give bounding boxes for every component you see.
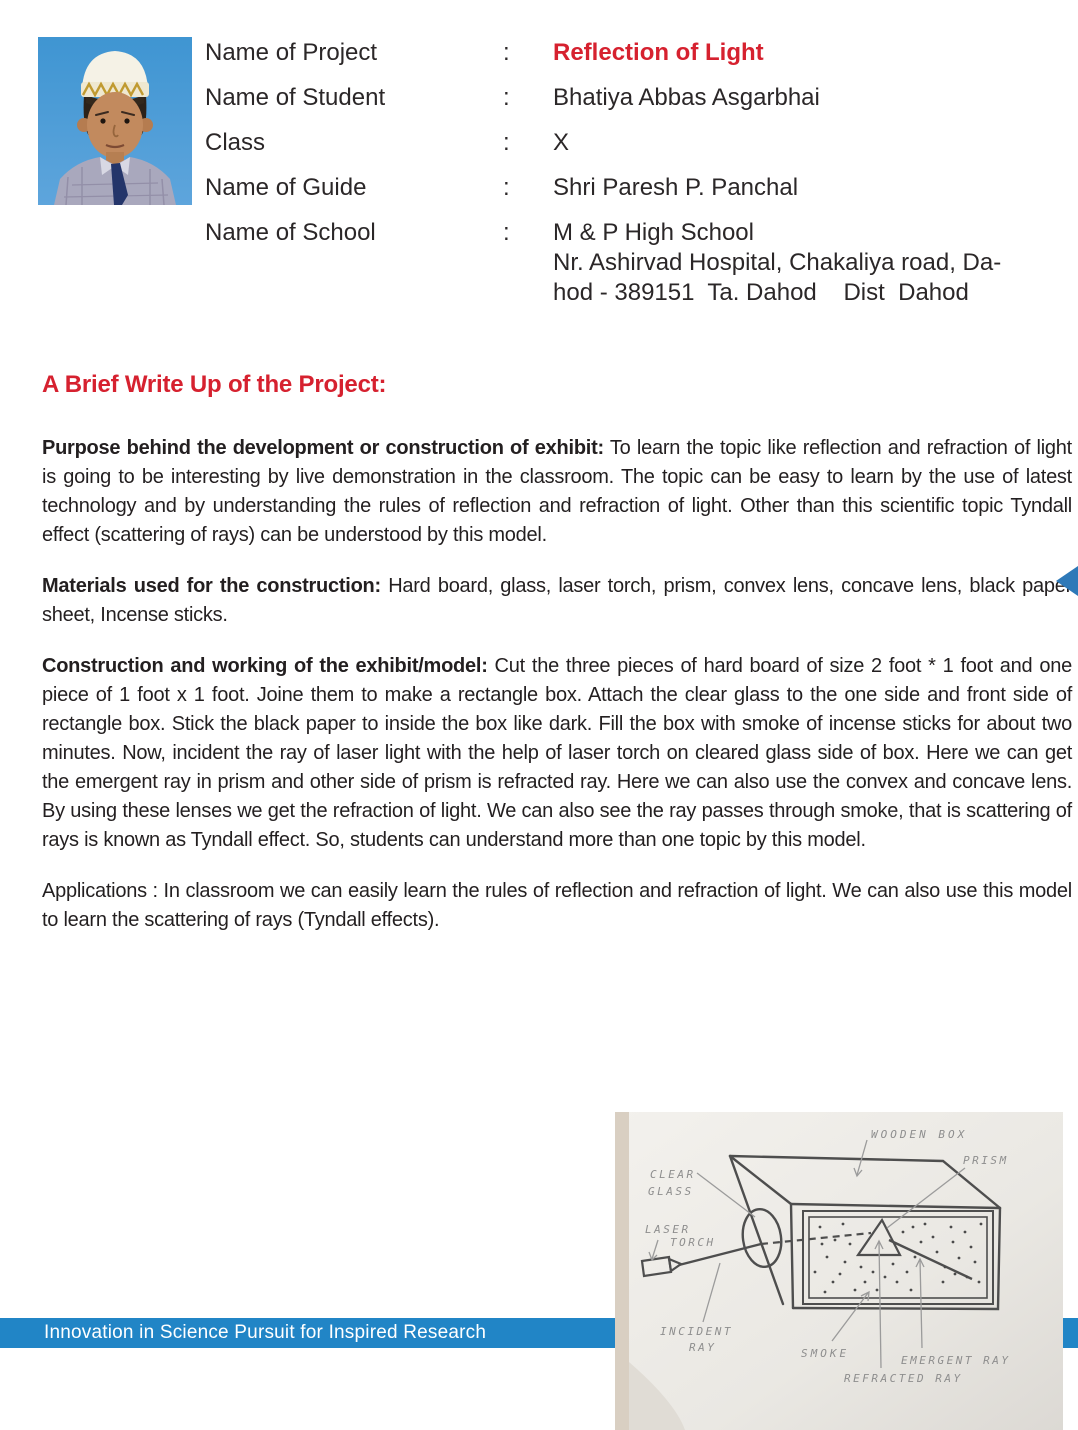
info-colon: : (503, 84, 510, 111)
info-label: Name of School (205, 219, 376, 246)
school-address-line: hod - 389151 Ta. Dahod Dist Dahod (553, 279, 969, 306)
info-colon: : (503, 39, 510, 66)
exhibit-diagram-photo (615, 1112, 1063, 1430)
student-portrait-image (38, 37, 192, 205)
paragraph-body: Cut the three pieces of hard board of size 2 foot * 1 foot and one piece of 1 foot x 1 foot. Joine them to make a rectangle box. Attach the clear glass to the one side and front side of rectangle box. Stick the black paper to inside the box like dark. Fill the box with smoke of incense sticks for about two minutes. Now, incident the ray of laser light with the help of laser torch on cleared glass side of box. Here we can get the emergent ray in prism and other side of prism is refracted ray. Here we can also use the convex and concave lens. By using these lenses we get the refraction of light. We can also see the ray passes through smoke, that is scattering of rays is known as Tyndall effect. So, students can understand more than one topic by this model. (42, 655, 1072, 851)
info-colon: : (503, 219, 510, 246)
label-clear-glass: GLASS (648, 1185, 694, 1198)
label-clear-glass: CLEAR (650, 1168, 696, 1181)
label-laser-torch: TORCH (670, 1236, 716, 1249)
page-edge-arrow-icon (1056, 566, 1078, 596)
label-incident-ray: RAY (689, 1341, 717, 1354)
paragraph-lead: Purpose behind the development or construction of exhibit: (42, 437, 604, 459)
student-photo (38, 37, 192, 205)
paragraph-purpose (42, 434, 1072, 550)
info-label: Class (205, 129, 266, 156)
paragraph-lead: Construction and working of the exhibit/model: (42, 655, 488, 677)
paragraph-body: To learn the topic like reflection and refraction of light is going to be interesting by live demonstration in the classroom. The topic can be easy to learn by the use of latest technology and by understanding the rules of reflection and refraction of light. Other than this scientific topic Tyndall effect (scattering of rays) can be understood by this model. (42, 437, 1072, 546)
school-name: M & P High School (553, 219, 754, 246)
label-emergent-ray: EMERGENT RAY (901, 1354, 1011, 1367)
label-smoke: SMOKE (801, 1347, 850, 1360)
paragraph-body: Applications : In classroom we can easily learn the rules of reflection and refraction of light. We can also use this model to learn the scattering of rays (Tyndall effects). (42, 880, 1072, 931)
paragraph-body: Hard board, glass, laser torch, prism, convex lens, concave lens, black paper sheet, Incense sticks. (42, 575, 1072, 626)
school-name-address (553, 210, 1078, 308)
project-info-table (205, 30, 1078, 308)
label-laser-torch: LASER (645, 1223, 691, 1236)
writeup-section (42, 372, 1072, 957)
exhibit-diagram-image (615, 1112, 1063, 1430)
label-incident-ray: INCIDENT (660, 1325, 733, 1338)
paper-edge (615, 1112, 629, 1430)
label-wooden-box: WOODEN BOX (871, 1128, 968, 1141)
info-label: Name of Project (205, 39, 378, 66)
class-value: X (553, 129, 570, 156)
paragraph-lead: Materials used for the construction: (42, 575, 381, 597)
label-prism: PRISM (963, 1154, 1009, 1167)
writeup-heading: A Brief Write Up of the Project: (42, 371, 387, 398)
footer-slogan: Innovation in Science Pursuit for Inspired Research (44, 1322, 487, 1343)
info-colon: : (503, 174, 510, 201)
paragraph-applications (42, 877, 1072, 935)
label-refracted-ray: REFRACTED RAY (844, 1372, 963, 1385)
school-address-line: Nr. Ashirvad Hospital, Chakaliya road, Da- (553, 249, 1002, 276)
guide-name: Shri Paresh P. Panchal (553, 174, 799, 201)
student-name: Bhatiya Abbas Asgarbhai (553, 84, 820, 111)
paragraph-materials (42, 572, 1072, 630)
info-label: Name of Guide (205, 174, 367, 201)
paragraph-construction (42, 652, 1072, 855)
info-colon: : (503, 129, 510, 156)
info-label: Name of Student (205, 84, 386, 111)
project-title: Reflection of Light (553, 39, 764, 66)
